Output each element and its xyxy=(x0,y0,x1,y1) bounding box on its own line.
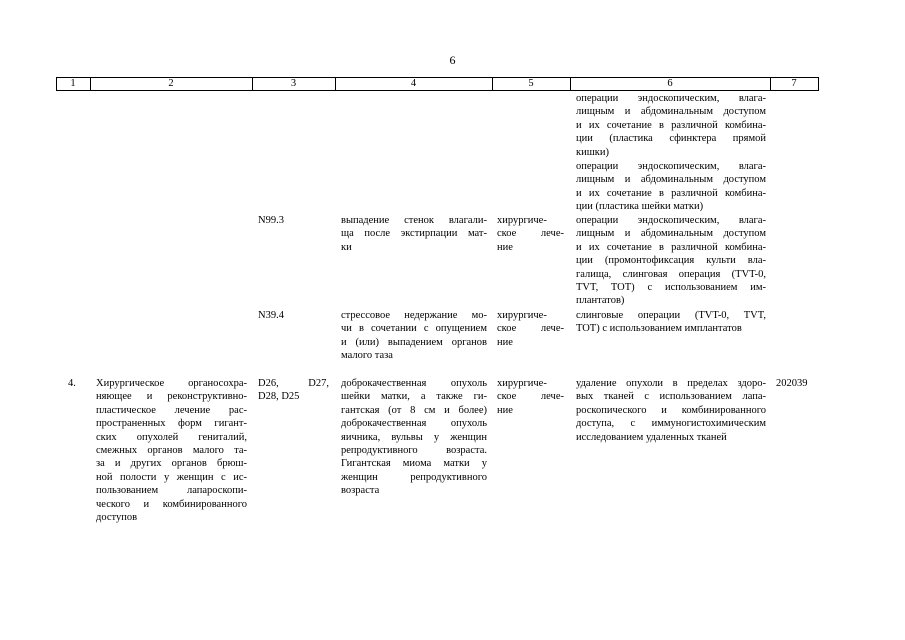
column-header-2: 2 xyxy=(168,78,174,89)
row-method: операции эндоскопическим, влага- лищным и абдоминальным доступом и их сочетание в различной комбина- ции (промонтофиксация культи вла- галища, слинговая операция (TVT-0, TVT, TOT) с использованием им- плантатов) xyxy=(576,215,766,307)
row-treatment: хирургиче- ское лече- ние xyxy=(497,310,564,348)
row-diagnosis: выпадение стенок влагали- ща после экстирпации мат- ки xyxy=(341,215,487,253)
row-treatment: хирургиче- ское лече- ние xyxy=(497,215,564,253)
row-codes: D26, D27, D28, D25 xyxy=(258,378,329,403)
row-name: Хирургическое органосохра- няющее и реконструктивно- пластическое лечение рас- пространенных форм гигант- ских опухолей гениталий, смежных органов малого та- за и других органов брюш- ной полости у женщин с ис- пользованием лапароскопи- ческого и комбинированного доступов xyxy=(96,378,247,524)
row-cost: 202039 xyxy=(776,378,808,389)
table-divider xyxy=(818,77,819,90)
column-header-6: 6 xyxy=(667,78,673,89)
row-diagnosis: доброкачественная опухоль шейки матки, а также ги- гантская (от 8 см и более) доброкачественная опухоль яичника, вульвы у женщин репродуктивного возраста. Гигантская миома матки у женщин репродуктивного возраста xyxy=(341,378,487,497)
method-continuation-b: операции эндоскопическим, влага- лищным и абдоминальным доступом и их сочетание в различной комбина- ции (пластика шейки матки) xyxy=(576,161,766,213)
row-diagnosis: стрессовое недержание мо- чи в сочетании с опущением и (или) выпадением органов малого таза xyxy=(341,310,487,362)
row-number: 4. xyxy=(68,378,76,389)
method-continuation-a: операции эндоскопическим, влага- лищным и абдоминальным доступом и их сочетание в различной комбина- ции (пластика сфинктера прямой кишки) xyxy=(576,93,766,158)
row-code: N99.3 xyxy=(258,215,284,226)
row-method: слинговые операции (TVT-0, TVT, TOT) с использованием имплантатов xyxy=(576,310,766,335)
row-method: удаление опухоли в пределах здоро- вых тканей с использованием лапа- роскопического и комбинированного доступа, с иммуногистохимическим исследованием удаленных тканей xyxy=(576,378,766,443)
table-header-bottom-border xyxy=(56,90,819,91)
column-header-4: 4 xyxy=(410,78,417,89)
row-treatment: хирургиче- ское лече- ние xyxy=(497,378,564,416)
column-header-7: 7 xyxy=(791,78,797,89)
column-header-5: 5 xyxy=(528,78,534,89)
page-number: 6 xyxy=(449,53,456,67)
row-code: N39.4 xyxy=(258,310,284,321)
column-header-3: 3 xyxy=(290,78,297,89)
column-header-1: 1 xyxy=(70,78,76,89)
